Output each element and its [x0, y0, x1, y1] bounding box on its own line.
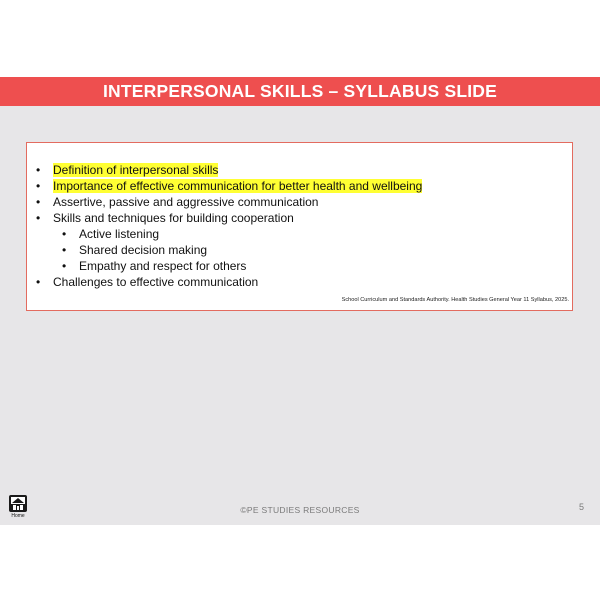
bullet-item: [33, 274, 422, 290]
sub-bullet-item: [33, 226, 422, 242]
bullet-text: Active listening: [79, 227, 160, 241]
bullet-item: [33, 210, 422, 226]
bullet-item: [33, 178, 422, 194]
bullet-dot-icon: •: [36, 179, 41, 193]
bullet-text: Shared decision making: [79, 243, 208, 257]
bullet-text: Skills and techniques for building cooperation: [53, 211, 294, 225]
slide: [0, 77, 600, 525]
bullet-list: [33, 162, 422, 290]
bullet-text-highlighted: Definition of interpersonal skills: [53, 163, 219, 177]
home-label: Home: [11, 513, 25, 519]
bullet-text-highlighted: Importance of effective communication for better health and wellbeing: [53, 179, 423, 193]
bullet-item: [33, 194, 422, 210]
title-bar: [0, 77, 600, 106]
bullet-dot-icon: •: [62, 243, 67, 257]
bullet-item: [33, 162, 422, 178]
bullet-dot-icon: •: [36, 195, 41, 209]
syllabus-content-box: [26, 142, 573, 311]
sub-bullet-item: [33, 258, 422, 274]
sub-bullet-item: [33, 242, 422, 258]
bullet-dot-icon: •: [36, 275, 41, 289]
syllabus-citation: School Curriculum and Standards Authority. Health Studies General Year 11 Syllabus, 2025.: [341, 297, 569, 303]
bullet-text: Challenges to effective communication: [53, 275, 259, 289]
footer-copyright: ©PE STUDIES RESOURCES: [240, 505, 360, 515]
bullet-text: Assertive, passive and aggressive communication: [53, 195, 319, 209]
bullet-dot-icon: •: [36, 163, 41, 177]
bullet-dot-icon: •: [36, 211, 41, 225]
slide-title: INTERPERSONAL SKILLS – SYLLABUS SLIDE: [102, 81, 498, 101]
bullet-dot-icon: •: [62, 227, 67, 241]
bullet-dot-icon: •: [62, 259, 67, 273]
bullet-text: Empathy and respect for others: [79, 259, 247, 273]
page-number: 5: [579, 502, 585, 512]
